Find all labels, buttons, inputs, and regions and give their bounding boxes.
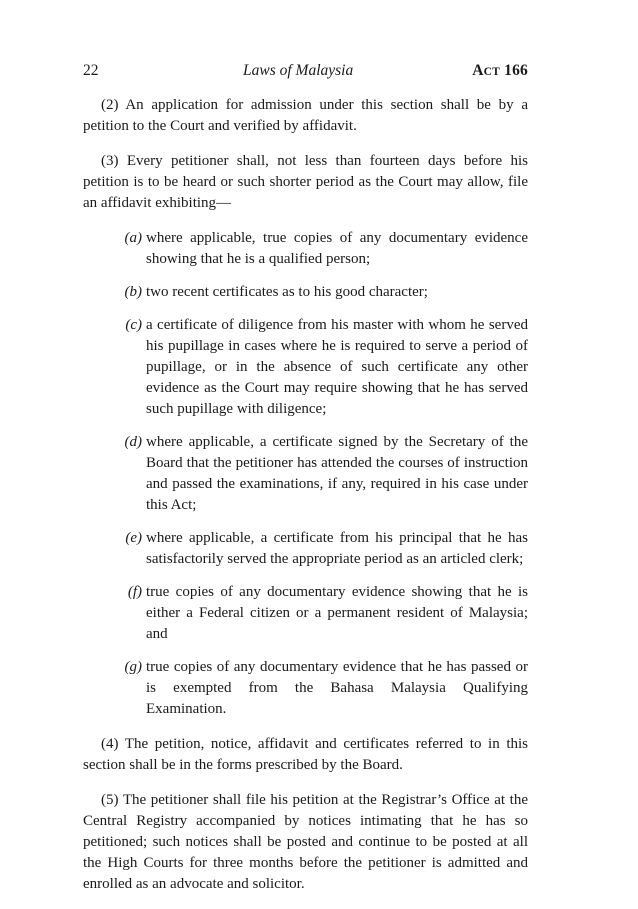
item-marker: (f) bbox=[127, 584, 142, 600]
item-marker: (c) bbox=[125, 317, 142, 333]
subsection-2: (2) An application for admission under this section shall be by a petition to the Court and verified by affidavit. bbox=[83, 97, 528, 134]
item-marker: (b) bbox=[124, 284, 142, 300]
list-item-c bbox=[83, 315, 528, 420]
list-item-e bbox=[83, 528, 528, 570]
running-header bbox=[83, 62, 528, 82]
act-label-smallcaps: CT bbox=[483, 66, 501, 78]
item-text: where applicable, true copies of any documentary evidence showing that he is a qualified person; bbox=[146, 230, 528, 267]
list-item-a bbox=[83, 228, 528, 270]
item-text: true copies of any documentary evidence showing that he is either a Federal citizen or a permanent resident of Malaysia; and bbox=[146, 584, 528, 642]
item-text: true copies of any documentary evidence that he has passed or is exempted from the Bahasa Malaysia Qualifying Examination. bbox=[146, 659, 528, 717]
act-label bbox=[472, 62, 528, 80]
item-text: two recent certificates as to his good character; bbox=[146, 284, 428, 300]
list-item-g bbox=[83, 657, 528, 720]
item-marker: (e) bbox=[125, 530, 142, 546]
act-number: 166 bbox=[504, 62, 528, 79]
running-title: Laws of Malaysia bbox=[243, 62, 354, 79]
item-marker: (a) bbox=[124, 230, 142, 246]
document-body bbox=[83, 95, 528, 909]
list-item-b bbox=[83, 282, 528, 303]
act-label-initial: A bbox=[472, 62, 484, 79]
list-item-d bbox=[83, 432, 528, 516]
subsection-5: (5) The petitioner shall file his petition at the Registrar’s Office at the Central Registry accompanied by notices intimating that he has so petitioned; such notices shall be posted and continue to be posted at all the High Courts for three months before the petitioner is admitted and enrolled as an advocate and solicitor. bbox=[83, 792, 528, 892]
affidavit-items-list bbox=[83, 228, 528, 720]
item-text: where applicable, a certificate signed by the Secretary of the Board that the petitioner has attended the courses of instruction and passed the examinations, if any, required in his case under this Act; bbox=[146, 434, 528, 513]
item-marker: (g) bbox=[124, 659, 142, 675]
page-number: 22 bbox=[83, 62, 99, 79]
item-text: where applicable, a certificate from his principal that he has satisfactorily served the appropriate period as an articled clerk; bbox=[146, 530, 528, 567]
list-item-f bbox=[83, 582, 528, 645]
subsection-4: (4) The petition, notice, affidavit and certificates referred to in this section shall be in the forms prescribed by the Board. bbox=[83, 736, 528, 773]
subsection-3: (3) Every petitioner shall, not less than fourteen days before his petition is to be heard or such shorter period as the Court may allow, file an affidavit exhibiting— bbox=[83, 153, 528, 211]
item-text: a certificate of diligence from his master with whom he served his pupillage in cases where he is required to serve a period of pupillage, or in the absence of such certificate any other evidence as the Court may require showing that he has served such pupillage with diligence; bbox=[146, 317, 528, 417]
item-marker: (d) bbox=[124, 434, 142, 450]
